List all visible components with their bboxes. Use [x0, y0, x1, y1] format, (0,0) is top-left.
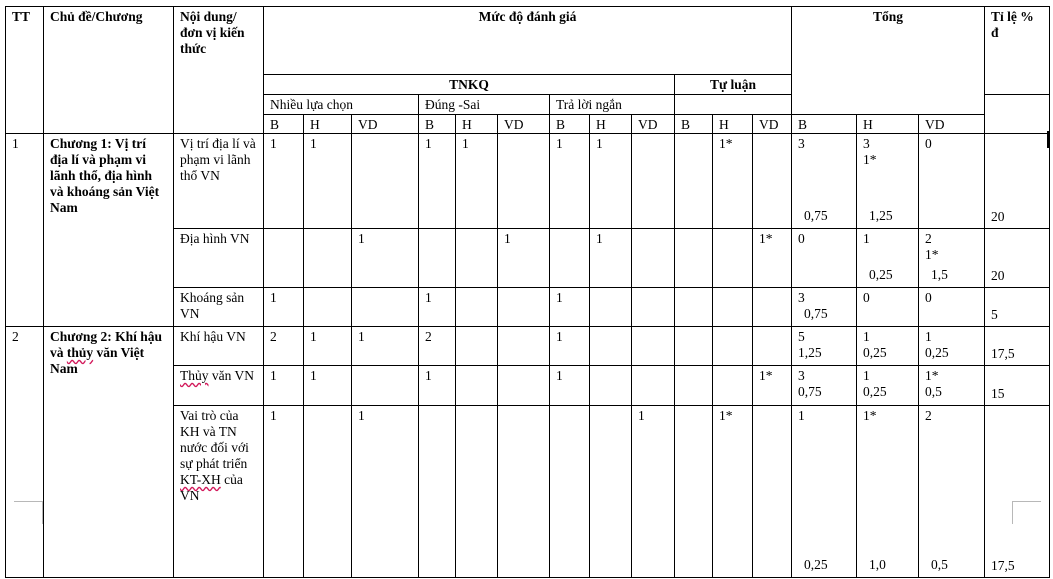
chapter-number: 1 [6, 134, 44, 327]
total-score: 0,25 [869, 267, 893, 282]
question-count-cell [590, 327, 632, 366]
question-count-cell: 2 [419, 327, 456, 366]
question-count-cell [713, 366, 753, 406]
question-count-cell [675, 366, 713, 406]
question-count-cell [456, 229, 498, 288]
chapter-number: 2 [6, 327, 44, 578]
question-count-cell [753, 327, 792, 366]
total-count: 1 0,25 [863, 368, 887, 399]
ratio-cell: 17,5 [985, 406, 1050, 578]
crop-mark [1012, 501, 1041, 524]
total-count: 0 [863, 290, 870, 305]
question-count-cell: 1 [304, 327, 352, 366]
total-cell-content [863, 408, 912, 576]
total-count: 1 [863, 231, 870, 246]
chapter-title: Chương 1: Vị trí địa lí và phạm vi lãnh thổ, địa hình và khoáng sản Việt Nam [44, 134, 174, 327]
level-vd: VD [753, 115, 792, 134]
question-count-cell [498, 366, 550, 406]
question-count-cell [753, 406, 792, 578]
question-count-cell [713, 229, 753, 288]
question-count-cell [632, 366, 675, 406]
total-count: 2 [925, 408, 932, 423]
total-cell [857, 229, 919, 288]
question-count-cell [456, 406, 498, 578]
question-count-cell: 1 [456, 134, 498, 229]
question-count-cell: 1 [550, 327, 590, 366]
question-count-cell [675, 134, 713, 229]
total-cell-content [925, 408, 978, 576]
question-count-cell [590, 366, 632, 406]
total-cell [857, 366, 919, 406]
total-count: 0 [798, 231, 805, 246]
total-cell [857, 327, 919, 366]
level-vd: VD [919, 115, 985, 134]
question-count-cell: 1 [304, 134, 352, 229]
total-count: 3 [798, 290, 805, 305]
question-count-cell: 1 [352, 327, 419, 366]
question-count-cell: 1 [352, 229, 419, 288]
question-count-cell [590, 406, 632, 578]
question-count-cell: 1 [419, 366, 456, 406]
total-cell-content [798, 136, 850, 227]
total-cell [792, 134, 857, 229]
ratio-cell: 17,5 [985, 327, 1050, 366]
question-count-cell: 1* [713, 406, 753, 578]
question-count-cell: 1 [419, 134, 456, 229]
total-score: 0,75 [804, 306, 828, 321]
question-count-cell [713, 327, 753, 366]
level-h: H [857, 115, 919, 134]
level-h: H [304, 115, 352, 134]
chapter-title-part: văn Việt Nam [50, 345, 145, 376]
level-h: H [590, 115, 632, 134]
content-part: Thủy [180, 368, 209, 383]
header-short-answer: Trả lời ngắn [550, 95, 675, 115]
level-b: B [675, 115, 713, 134]
level-vd: VD [632, 115, 675, 134]
question-count-cell [632, 288, 675, 327]
question-count-cell [632, 327, 675, 366]
question-count-cell [498, 327, 550, 366]
total-count: 3 [798, 136, 805, 151]
question-count-cell [352, 288, 419, 327]
question-count-cell [304, 288, 352, 327]
content-unit: Khoáng sản VN [174, 288, 264, 327]
total-cell-content [925, 136, 978, 227]
header-assessment: Mức độ đánh giá [264, 7, 792, 75]
text-cursor [1047, 131, 1049, 148]
total-cell [792, 229, 857, 288]
question-count-cell: 1 [264, 366, 304, 406]
total-cell [857, 134, 919, 229]
content-part: Vai trò của KH và TN nước đối với sự phát triển [180, 408, 249, 471]
total-cell [792, 288, 857, 327]
question-count-cell: 1 [264, 134, 304, 229]
total-cell [919, 366, 985, 406]
question-count-cell: 1 [590, 229, 632, 288]
total-cell [919, 406, 985, 578]
crop-mark [14, 501, 43, 524]
question-count-cell: 1 [632, 406, 675, 578]
question-count-cell: 1 [498, 229, 550, 288]
total-cell-content [798, 290, 850, 325]
question-count-cell [456, 327, 498, 366]
question-count-cell: 1 [264, 288, 304, 327]
total-cell-content [863, 329, 912, 364]
total-cell [919, 288, 985, 327]
question-count-cell [675, 406, 713, 578]
header-ratio-blank [985, 95, 1050, 134]
total-cell [919, 327, 985, 366]
total-score: 1,25 [869, 208, 893, 223]
question-count-cell [456, 288, 498, 327]
chapter-title [44, 327, 174, 578]
question-count-cell: 1 [590, 134, 632, 229]
total-cell [792, 327, 857, 366]
question-count-cell [498, 288, 550, 327]
question-count-cell [675, 229, 713, 288]
total-score: 0,25 [804, 557, 828, 572]
total-cell [857, 288, 919, 327]
chapter-title-part: thủy [66, 345, 94, 360]
question-count-cell: 1* [753, 229, 792, 288]
total-cell-content [863, 290, 912, 325]
total-cell-content [925, 329, 978, 364]
level-vd: VD [498, 115, 550, 134]
total-cell [792, 366, 857, 406]
question-count-cell: 1 [304, 366, 352, 406]
question-count-cell [753, 134, 792, 229]
total-count: 0 [925, 290, 932, 305]
chapter-title-part: Chương 2: Khí hậu và [50, 329, 162, 360]
header-total: Tổng [792, 7, 985, 115]
question-count-cell [753, 288, 792, 327]
total-cell-content [863, 136, 912, 227]
question-count-cell [675, 288, 713, 327]
header-essay: Tự luận [675, 75, 792, 95]
question-count-cell [304, 406, 352, 578]
content-unit [174, 406, 264, 578]
question-count-cell [498, 134, 550, 229]
header-tnkq: TNKQ [264, 75, 675, 95]
level-h: H [713, 115, 753, 134]
total-score: 1,0 [869, 557, 886, 572]
total-cell-content [798, 329, 850, 364]
level-b: B [419, 115, 456, 134]
question-count-cell [264, 229, 304, 288]
total-cell-content [925, 231, 978, 286]
ratio-cell: 15 [985, 366, 1050, 406]
total-count: 3 1* [863, 136, 877, 167]
question-count-cell: 1 [352, 406, 419, 578]
total-cell [792, 406, 857, 578]
content-unit: Khí hậu VN [174, 327, 264, 366]
total-score: 0,5 [931, 557, 948, 572]
question-count-cell: 1 [550, 366, 590, 406]
header-multiple-choice: Nhiều lựa chọn [264, 95, 419, 115]
total-count: 1 0,25 [925, 329, 949, 360]
table-row [6, 327, 1050, 366]
header-true-false: Đúng -Sai [419, 95, 550, 115]
question-count-cell: 1* [713, 134, 753, 229]
total-score: 0,75 [804, 208, 828, 223]
question-count-cell [590, 288, 632, 327]
question-count-cell [352, 366, 419, 406]
question-count-cell: 2 [264, 327, 304, 366]
total-count: 5 1,25 [798, 329, 822, 360]
total-cell [919, 229, 985, 288]
total-cell-content [863, 231, 912, 286]
question-count-cell: 1 [264, 406, 304, 578]
total-cell-content [798, 231, 850, 286]
level-h: H [456, 115, 498, 134]
total-count: 2 1* [925, 231, 939, 262]
total-score: 1,5 [931, 267, 948, 282]
level-vd: VD [352, 115, 419, 134]
question-count-cell [304, 229, 352, 288]
total-count: 1 0,25 [863, 329, 887, 360]
header-tt: TT [6, 7, 44, 134]
question-count-cell [352, 134, 419, 229]
question-count-cell [632, 134, 675, 229]
content-unit: Vị trí địa lí và phạm vi lãnh thổ VN [174, 134, 264, 229]
assessment-matrix-table [5, 6, 1050, 578]
header-essay-blank [675, 95, 792, 115]
question-count-cell: 1 [419, 288, 456, 327]
question-count-cell [675, 327, 713, 366]
total-cell [857, 406, 919, 578]
content-part: văn VN [208, 368, 254, 383]
level-b: B [264, 115, 304, 134]
content-part: KT-XH [180, 472, 221, 487]
content-unit: Địa hình VN [174, 229, 264, 288]
question-count-cell [550, 229, 590, 288]
question-count-cell: 1 [550, 134, 590, 229]
total-count: 0 [925, 136, 932, 151]
header-ratio: Tỉ lệ % đ [985, 7, 1050, 95]
level-b: B [550, 115, 590, 134]
total-cell-content [863, 368, 912, 404]
table-row [6, 134, 1050, 229]
question-count-cell: 1* [753, 366, 792, 406]
question-count-cell: 1 [550, 288, 590, 327]
total-count: 1* [863, 408, 877, 423]
question-count-cell [419, 406, 456, 578]
total-count: 3 0,75 [798, 368, 822, 399]
question-count-cell [419, 229, 456, 288]
question-count-cell [498, 406, 550, 578]
total-cell [919, 134, 985, 229]
content-unit [174, 366, 264, 406]
total-count: 1* 0,5 [925, 368, 942, 399]
question-count-cell [456, 366, 498, 406]
question-count-cell [550, 406, 590, 578]
total-cell-content [925, 368, 978, 404]
ratio-cell: 20 [985, 229, 1050, 288]
total-count: 1 [798, 408, 805, 423]
content-part: của VN [180, 472, 243, 503]
total-cell-content [925, 290, 978, 325]
header-content: Nội dung/ đơn vị kiến thức [174, 7, 264, 134]
question-count-cell [632, 229, 675, 288]
total-cell-content [798, 408, 850, 576]
total-cell-content [798, 368, 850, 404]
level-b: B [792, 115, 857, 134]
ratio-cell: 5 [985, 288, 1050, 327]
header-chapter: Chủ đề/Chương [44, 7, 174, 134]
question-count-cell [713, 288, 753, 327]
ratio-cell: 20 [985, 134, 1050, 229]
